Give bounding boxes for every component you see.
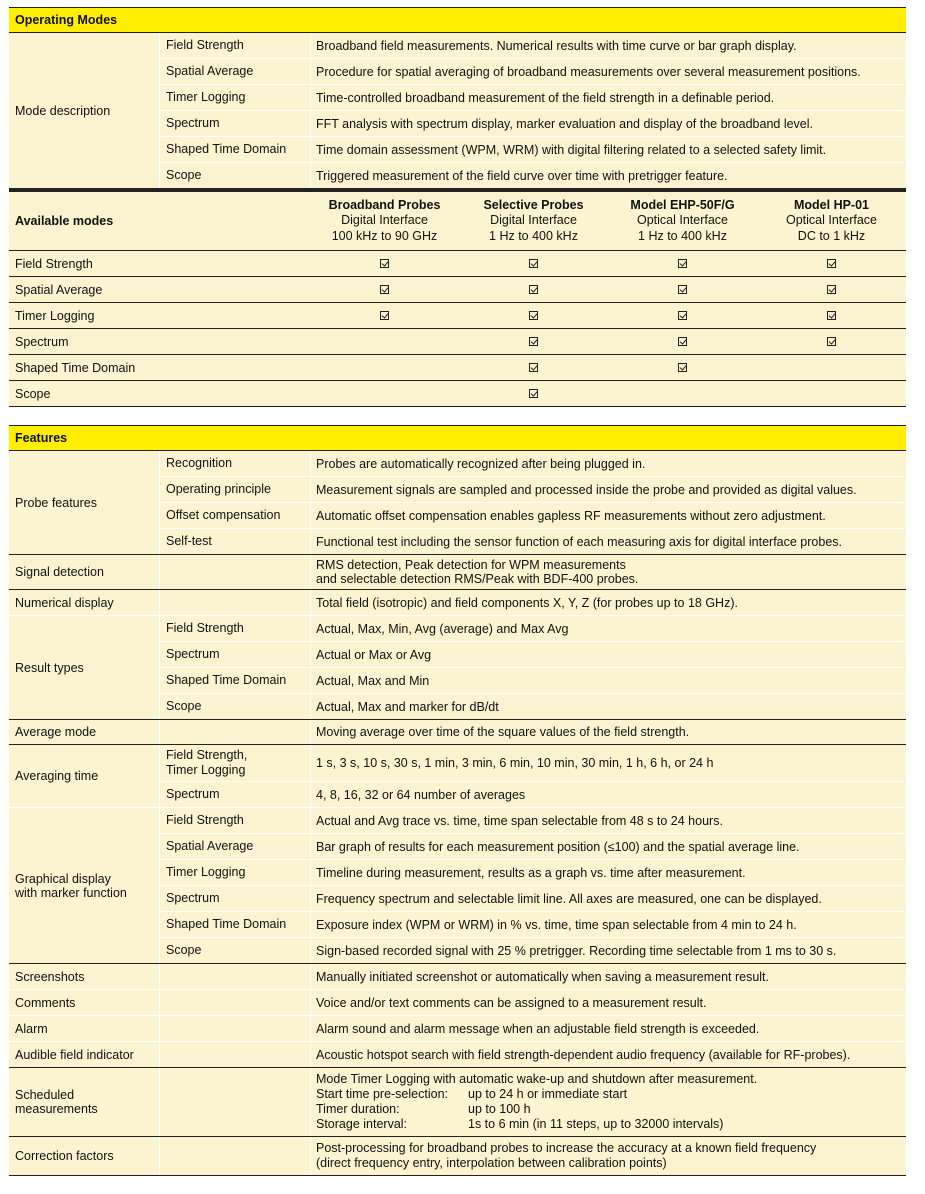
probe-column-header — [757, 192, 906, 250]
average-mode-group — [9, 720, 906, 745]
probe-features-row-desc: Functional test including the sensor function of each measuring axis for digital interface probes. — [310, 529, 906, 554]
graphical-display-row-desc: Actual and Avg trace vs. time, time span selectable from 48 s to 24 hours. — [310, 808, 906, 833]
result-types-group — [9, 615, 906, 720]
average-mode-desc: Moving average over time of the square values of the field strength. — [310, 720, 906, 744]
probe-features-group — [9, 451, 906, 555]
mode-description-row — [159, 84, 906, 110]
checkbox-checked-icon — [678, 259, 687, 268]
signal-detection-group — [9, 555, 906, 590]
comments-group — [9, 989, 906, 1015]
screenshots-group — [9, 963, 906, 989]
averaging-time-row2-desc: 4, 8, 16, 32 or 64 number of averages — [310, 782, 906, 807]
graphical-display-row-desc: Sign-based recorded signal with 25 % pretrigger. Recording time selectable from 1 ms to 30 s. — [310, 938, 906, 963]
alarm-label: Alarm — [15, 1021, 48, 1036]
alarm-desc: Alarm sound and alarm message when an adjustable field strength is exceeded. — [310, 1016, 906, 1041]
graphical-display-row — [159, 911, 906, 937]
audible-field-indicator-label: Audible field indicator — [15, 1047, 134, 1062]
correction-factors-label: Correction factors — [15, 1149, 114, 1163]
availability-cell — [459, 277, 608, 302]
mode-description-row — [159, 58, 906, 84]
scheduled-item-key: Timer duration: — [316, 1102, 400, 1116]
graphical-display-row-name: Spectrum — [159, 886, 310, 911]
mode-description-row — [159, 110, 906, 136]
availability-cell — [757, 329, 906, 354]
probe-features-row-name: Operating principle — [159, 477, 310, 502]
available-mode-name: Timer Logging — [15, 308, 95, 323]
availability-cell — [757, 251, 906, 276]
available-mode-row — [9, 381, 906, 407]
availability-cell — [310, 381, 459, 406]
signal-detection-line1: RMS detection, Peak detection for WPM measurements — [316, 558, 626, 572]
probe-features-row — [159, 451, 906, 476]
probe-column-interface: Optical Interface — [636, 213, 728, 228]
graphical-display-row — [159, 859, 906, 885]
probe-column-range: 1 Hz to 400 kHz — [489, 228, 578, 243]
audible-field-indicator-desc: Acoustic hotspot search with field strength-dependent audio frequency (available for RF-probes). — [310, 1042, 906, 1067]
result-types-row-name: Spectrum — [159, 642, 310, 667]
probe-column-title: Model EHP-50F/G — [630, 197, 735, 212]
numerical-display-desc: Total field (isotropic) and field components X, Y, Z (for probes up to 18 GHz). — [310, 590, 906, 615]
graphical-display-row — [159, 885, 906, 911]
result-types-row-desc: Actual, Max, Min, Avg (average) and Max Avg — [310, 616, 906, 641]
availability-cell — [608, 355, 757, 380]
graphical-display-label-line2: with marker function — [15, 885, 127, 900]
probe-column-interface: Digital Interface — [341, 213, 428, 228]
availability-cell — [757, 381, 906, 406]
availability-cell — [310, 329, 459, 354]
probe-column-header — [310, 192, 459, 250]
checkbox-checked-icon — [380, 285, 389, 294]
availability-cell — [608, 329, 757, 354]
checkbox-checked-icon — [529, 259, 538, 268]
available-mode-row — [9, 251, 906, 277]
available-mode-name: Scope — [15, 386, 51, 401]
probe-column-range: 1 Hz to 400 kHz — [638, 228, 727, 243]
availability-cell — [459, 303, 608, 328]
availability-cell — [757, 355, 906, 380]
checkbox-checked-icon — [678, 337, 687, 346]
available-mode-name: Shaped Time Domain — [15, 360, 136, 375]
correction-line2: (direct frequency entry, interpolation between calibration points) — [316, 1156, 667, 1170]
mode-description-row-desc: Time-controlled broadband measurement of the field strength in a definable period. — [310, 85, 906, 110]
scheduled-item — [316, 1102, 531, 1117]
availability-cell — [608, 303, 757, 328]
available-modes-label: Available modes — [15, 214, 114, 228]
available-mode-name: Spatial Average — [15, 282, 103, 297]
mode-description-row-desc: Broadband field measurements. Numerical results with time curve or bar graph display. — [310, 33, 906, 58]
graphical-display-row — [159, 937, 906, 963]
probe-column-range: 100 kHz to 90 GHz — [331, 228, 438, 243]
result-types-row-name: Shaped Time Domain — [159, 668, 310, 693]
scheduled-item — [316, 1117, 723, 1132]
checkbox-checked-icon — [678, 285, 687, 294]
scheduled-intro: Mode Timer Logging with automatic wake-up and shutdown after measurement. — [316, 1072, 758, 1086]
graphical-display-row-name: Field Strength — [159, 808, 310, 833]
result-types-row-name: Scope — [159, 694, 310, 719]
checkbox-checked-icon — [678, 311, 687, 320]
checkbox-checked-icon — [380, 259, 389, 268]
spec-sheet — [9, 7, 906, 1176]
probe-features-label: Probe features — [15, 495, 97, 510]
scheduled-measurements-group — [9, 1068, 906, 1137]
alarm-group — [9, 1015, 906, 1041]
mode-description-row-name: Spatial Average — [159, 59, 310, 84]
comments-desc: Voice and/or text comments can be assigned to a measurement result. — [310, 990, 906, 1015]
averaging-time-label: Averaging time — [15, 769, 99, 783]
availability-cell — [608, 277, 757, 302]
scheduled-item-value: up to 24 h or immediate start — [468, 1087, 628, 1101]
availability-cell — [459, 251, 608, 276]
mode-description-label: Mode description — [15, 103, 111, 118]
probe-column-title: Selective Probes — [483, 197, 584, 212]
result-types-label: Result types — [15, 660, 84, 675]
mode-description-row-name: Spectrum — [159, 111, 310, 136]
mode-description-group — [9, 33, 906, 190]
probe-column-header — [459, 192, 608, 250]
available-mode-row — [9, 329, 906, 355]
probe-features-row — [159, 476, 906, 502]
result-types-row — [159, 616, 906, 641]
available-mode-name: Field Strength — [15, 256, 93, 271]
probe-column-interface: Digital Interface — [490, 213, 577, 228]
graphical-display-label-line1: Graphical display — [15, 871, 111, 886]
probe-features-row-desc: Automatic offset compensation enables gapless RF measurements without zero adjustment. — [310, 503, 906, 528]
graphical-display-row-name: Scope — [159, 938, 310, 963]
probe-column-title: Broadband Probes — [328, 197, 441, 212]
graphical-display-row-name: Timer Logging — [159, 860, 310, 885]
result-types-row — [159, 693, 906, 719]
availability-cell — [310, 277, 459, 302]
averaging-time-row2-name: Spectrum — [159, 782, 310, 807]
scheduled-item-key: Start time pre-selection: — [316, 1087, 448, 1101]
availability-cell — [310, 303, 459, 328]
probe-column-interface: Optical Interface — [785, 213, 877, 228]
mode-description-row — [159, 33, 906, 58]
probe-features-row-name: Offset compensation — [159, 503, 310, 528]
checkbox-checked-icon — [529, 363, 538, 372]
audible-field-indicator-group — [9, 1041, 906, 1068]
probe-column-header — [608, 192, 757, 250]
availability-cell — [608, 251, 757, 276]
screenshots-desc: Manually initiated screenshot or automatically when saving a measurement result. — [310, 964, 906, 989]
result-types-row — [159, 667, 906, 693]
scheduled-item-key: Storage interval: — [316, 1117, 408, 1131]
checkbox-checked-icon — [827, 337, 836, 346]
probe-features-row — [159, 502, 906, 528]
numerical-display-label: Numerical display — [15, 595, 114, 610]
availability-cell — [757, 303, 906, 328]
mode-description-row-name: Shaped Time Domain — [159, 137, 310, 162]
graphical-display-row-name: Spatial Average — [159, 834, 310, 859]
probe-column-range: DC to 1 kHz — [797, 228, 866, 243]
probe-features-row-desc: Measurement signals are sampled and processed inside the probe and provided as digital values. — [310, 477, 906, 502]
result-types-row — [159, 641, 906, 667]
probe-features-row-name: Recognition — [159, 451, 310, 476]
scheduled-item-value: 1s to 6 min (in 11 steps, up to 32000 intervals) — [468, 1117, 724, 1131]
checkbox-checked-icon — [678, 363, 687, 372]
availability-cell — [310, 355, 459, 380]
probe-features-row-desc: Probes are automatically recognized after being plugged in. — [310, 451, 906, 476]
operating-modes-header: Operating Modes — [9, 7, 906, 33]
checkbox-checked-icon — [827, 259, 836, 268]
signal-detection-label: Signal detection — [15, 565, 104, 579]
availability-cell — [459, 381, 608, 406]
graphical-display-row — [159, 808, 906, 833]
averaging-time-row1-desc: 1 s, 3 s, 10 s, 30 s, 1 min, 3 min, 6 min, 10 min, 30 min, 1 h, 6 h, or 24 h — [310, 745, 906, 781]
mode-description-row-name: Scope — [159, 163, 310, 188]
mode-description-row-desc: Triggered measurement of the field curve over time with pretrigger feature. — [310, 163, 906, 188]
available-mode-name: Spectrum — [15, 334, 69, 349]
available-mode-row — [9, 355, 906, 381]
averaging-time-group — [9, 745, 906, 807]
screenshots-label: Screenshots — [15, 969, 85, 984]
signal-detection-line2: and selectable detection RMS/Peak with BDF-400 probes. — [316, 572, 639, 586]
checkbox-checked-icon — [827, 285, 836, 294]
correction-line1: Post-processing for broadband probes to increase the accuracy at a known field frequency — [316, 1141, 817, 1155]
available-mode-row — [9, 277, 906, 303]
checkbox-checked-icon — [827, 311, 836, 320]
graphical-display-row-desc: Timeline during measurement, results as a graph vs. time after measurement. — [310, 860, 906, 885]
checkbox-checked-icon — [529, 389, 538, 398]
result-types-row-desc: Actual, Max and Min — [310, 668, 906, 693]
available-mode-row — [9, 303, 906, 329]
availability-cell — [310, 251, 459, 276]
mode-description-row — [159, 162, 906, 188]
graphical-display-row-desc: Bar graph of results for each measurement position (≤100) and the spatial average line. — [310, 834, 906, 859]
average-mode-label: Average mode — [15, 725, 97, 739]
checkbox-checked-icon — [529, 285, 538, 294]
mode-description-row-desc: FFT analysis with spectrum display, marker evaluation and display of the broadband level. — [310, 111, 906, 136]
probe-features-row-name: Self-test — [159, 529, 310, 554]
mode-description-row — [159, 136, 906, 162]
graphical-display-row — [159, 833, 906, 859]
mode-description-row-desc: Time domain assessment (WPM, WRM) with digital filtering related to a selected safety limit. — [310, 137, 906, 162]
checkbox-checked-icon — [529, 311, 538, 320]
scheduled-measurements-label: Scheduled measurements — [15, 1088, 98, 1116]
graphical-display-row-name: Shaped Time Domain — [159, 912, 310, 937]
mode-description-row-desc: Procedure for spatial averaging of broadband measurements over several measurement positions. — [310, 59, 906, 84]
availability-cell — [608, 381, 757, 406]
availability-cell — [459, 355, 608, 380]
scheduled-item-value: up to 100 h — [468, 1102, 531, 1116]
comments-label: Comments — [15, 995, 76, 1010]
result-types-row-desc: Actual or Max or Avg — [310, 642, 906, 667]
mode-description-row-name: Field Strength — [159, 33, 310, 58]
availability-cell — [459, 329, 608, 354]
numerical-display-group — [9, 590, 906, 615]
probe-column-title: Model HP-01 — [793, 197, 869, 212]
averaging-time-row1-name-line1: Field Strength, — [166, 748, 248, 762]
graphical-display-row-desc: Frequency spectrum and selectable limit line. All axes are measured, one can be displayed. — [310, 886, 906, 911]
available-modes-header — [9, 190, 906, 251]
availability-cell — [757, 277, 906, 302]
correction-factors-group — [9, 1137, 906, 1176]
graphical-display-group — [9, 807, 906, 963]
features-header: Features — [9, 425, 906, 451]
graphical-display-row-desc: Exposure index (WPM or WRM) in % vs. time, time span selectable from 4 min to 24 h. — [310, 912, 906, 937]
result-types-row-name: Field Strength — [159, 616, 310, 641]
checkbox-checked-icon — [529, 337, 538, 346]
probe-features-row — [159, 528, 906, 554]
result-types-row-desc: Actual, Max and marker for dB/dt — [310, 694, 906, 719]
checkbox-checked-icon — [380, 311, 389, 320]
mode-description-row-name: Timer Logging — [159, 85, 310, 110]
scheduled-item — [316, 1087, 627, 1102]
averaging-time-row1-name-line2: Timer Logging — [166, 763, 246, 777]
